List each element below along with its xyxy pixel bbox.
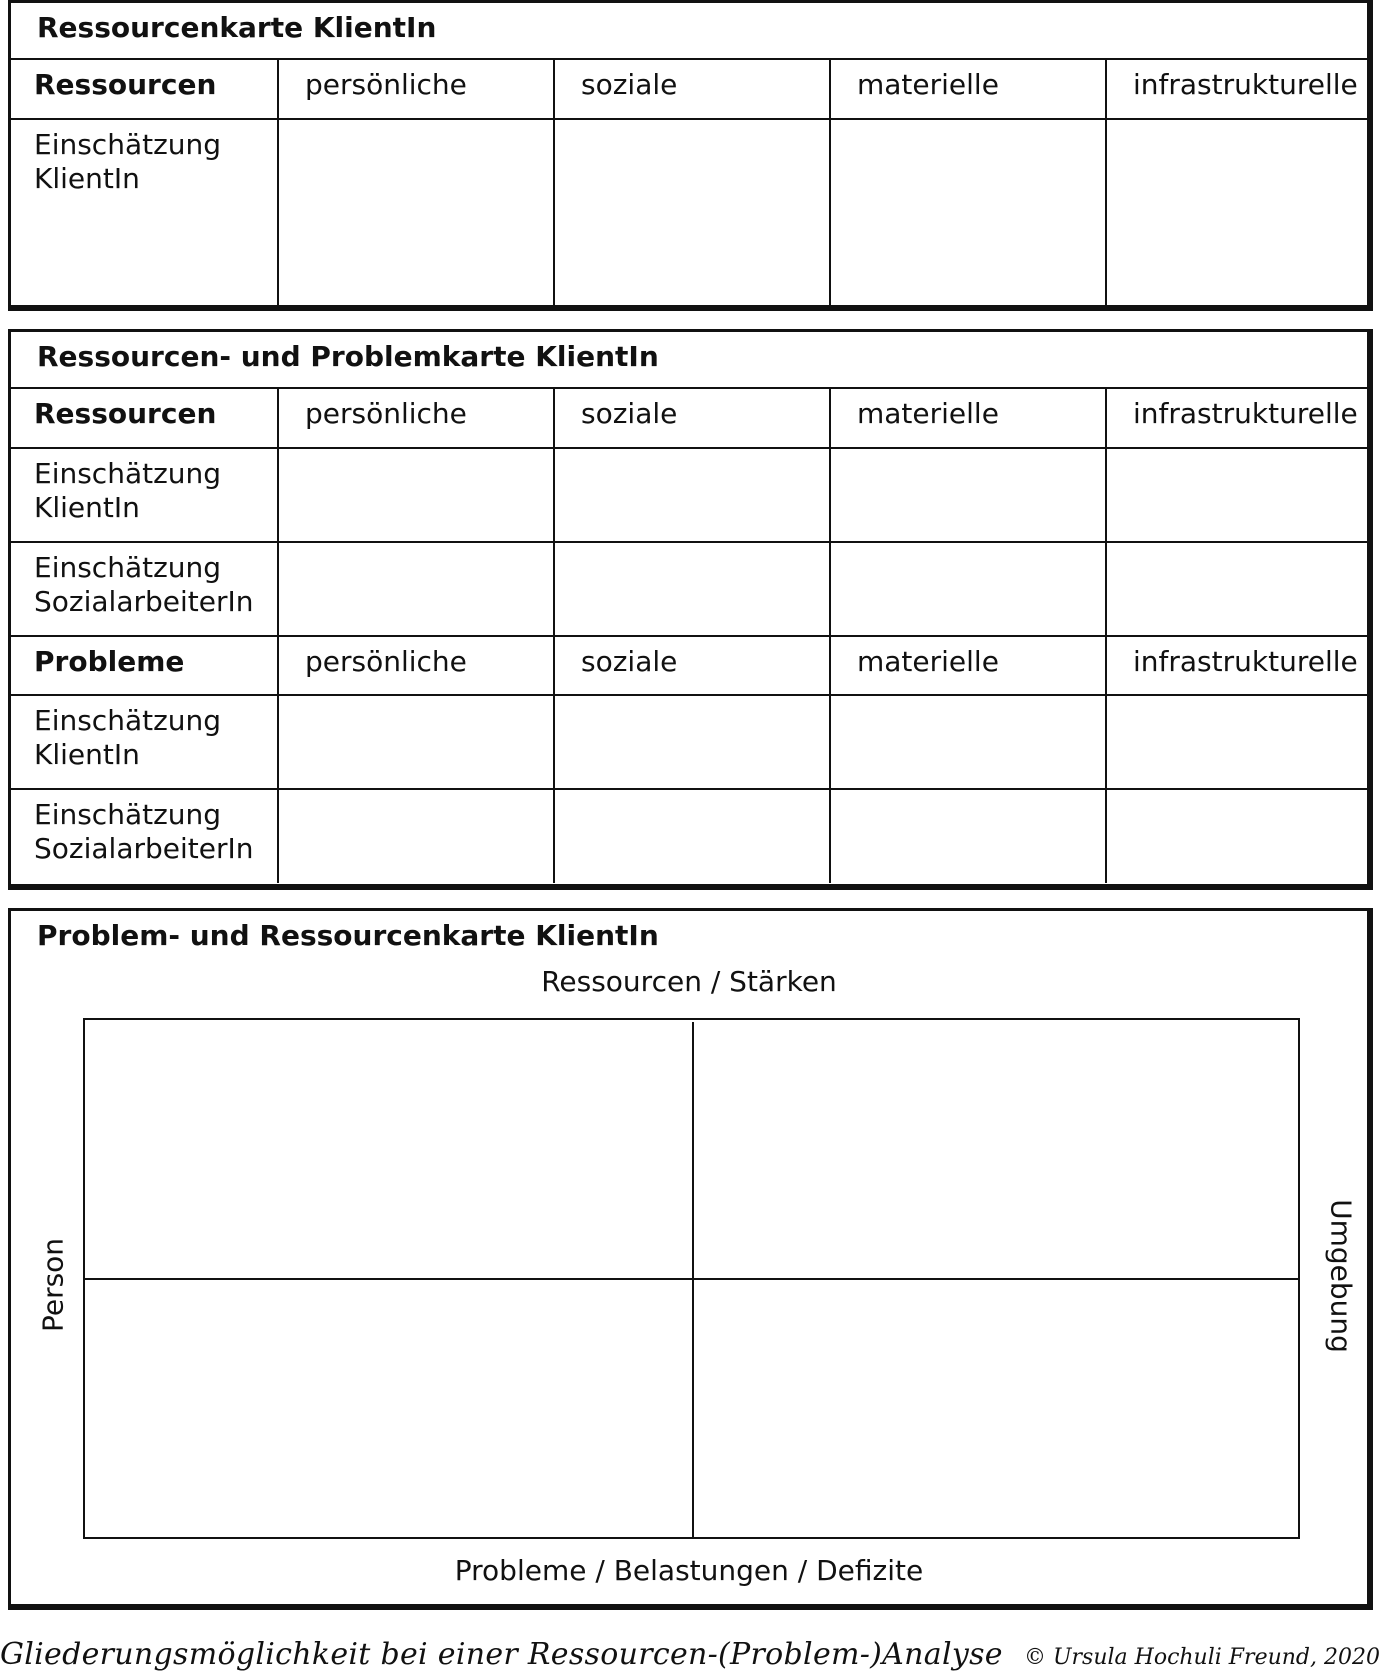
problem-resource-map-card: [8, 908, 1373, 1610]
row-header-problems: Probleme: [11, 636, 278, 695]
table-row: [11, 448, 1367, 542]
horizontal-divider: [85, 1278, 1298, 1280]
empty-cell: [554, 119, 830, 308]
row-label-line2: KlientIn: [34, 738, 140, 771]
column-header-material: materielle: [830, 636, 1106, 695]
empty-cell: [830, 119, 1106, 308]
resource-problem-map-card: [8, 329, 1373, 890]
row-label-line1: Einschätzung: [34, 704, 222, 737]
axis-label-right: Umgebung: [1324, 1199, 1358, 1353]
row-label: [11, 119, 278, 308]
row-label: [11, 789, 278, 883]
table-row: [11, 542, 1367, 636]
column-header-personal: persönliche: [278, 60, 554, 119]
empty-cell: [278, 448, 554, 542]
column-header-social: soziale: [554, 636, 830, 695]
row-label: [11, 448, 278, 542]
empty-cell: [830, 448, 1106, 542]
row-label-line2: KlientIn: [34, 162, 140, 195]
empty-cell: [1106, 448, 1367, 542]
resource-problem-table: [11, 389, 1367, 883]
card-title: Ressourcenkarte KlientIn: [11, 3, 1367, 60]
column-header-infrastructural: infrastrukturelle: [1106, 60, 1367, 119]
row-label-line2: KlientIn: [34, 491, 140, 524]
row-header-resources: Ressourcen: [11, 389, 278, 448]
figure-caption: Gliederungsmöglichkeit bei einer Ressourcen-(Problem-)Analyse: [0, 1637, 1003, 1672]
axis-label-top: Ressourcen / Stärken: [541, 965, 837, 998]
column-header-social: soziale: [554, 389, 830, 448]
empty-cell: [1106, 542, 1367, 636]
card-title: Problem- und Ressourcenkarte KlientIn: [37, 919, 659, 952]
column-header-personal: persönliche: [278, 389, 554, 448]
row-label: [11, 695, 278, 789]
empty-cell: [278, 695, 554, 789]
empty-cell: [1106, 789, 1367, 883]
copyright-notice: © Ursula Hochuli Freund, 2020: [1023, 1645, 1380, 1670]
row-label-line1: Einschätzung: [34, 128, 222, 161]
table-row: [11, 695, 1367, 789]
axis-label-left: Person: [36, 1237, 70, 1333]
row-label-line1: Einschätzung: [34, 457, 222, 490]
column-header-social: soziale: [554, 60, 830, 119]
column-header-infrastructural: infrastrukturelle: [1106, 389, 1367, 448]
table-row: [11, 789, 1367, 883]
empty-cell: [554, 542, 830, 636]
empty-cell: [554, 695, 830, 789]
column-header-material: materielle: [830, 60, 1106, 119]
resource-map-card: [8, 0, 1373, 311]
row-label: [11, 542, 278, 636]
empty-cell: [278, 119, 554, 308]
empty-cell: [1106, 119, 1367, 308]
row-label-line2: SozialarbeiterIn: [34, 585, 254, 618]
empty-cell: [1106, 695, 1367, 789]
column-header-material: materielle: [830, 389, 1106, 448]
table-row: [11, 119, 1367, 308]
row-label-line1: Einschätzung: [34, 551, 222, 584]
table-header-row: [11, 389, 1367, 448]
column-header-infrastructural: infrastrukturelle: [1106, 636, 1367, 695]
empty-cell: [278, 542, 554, 636]
row-label-line2: SozialarbeiterIn: [34, 832, 254, 865]
table-header-row: [11, 60, 1367, 119]
axis-label-bottom: Probleme / Belastungen / Defizite: [454, 1554, 924, 1587]
row-label-line1: Einschätzung: [34, 798, 222, 831]
empty-cell: [830, 542, 1106, 636]
empty-cell: [830, 789, 1106, 883]
column-header-personal: persönliche: [278, 636, 554, 695]
card-title: Ressourcen- und Problemkarte KlientIn: [11, 332, 1367, 389]
table-header-row: [11, 636, 1367, 695]
quadrant-grid: [83, 1018, 1300, 1539]
empty-cell: [278, 789, 554, 883]
resource-table: [11, 60, 1367, 308]
empty-cell: [554, 789, 830, 883]
empty-cell: [830, 695, 1106, 789]
row-header-resources: Ressourcen: [11, 60, 278, 119]
empty-cell: [554, 448, 830, 542]
